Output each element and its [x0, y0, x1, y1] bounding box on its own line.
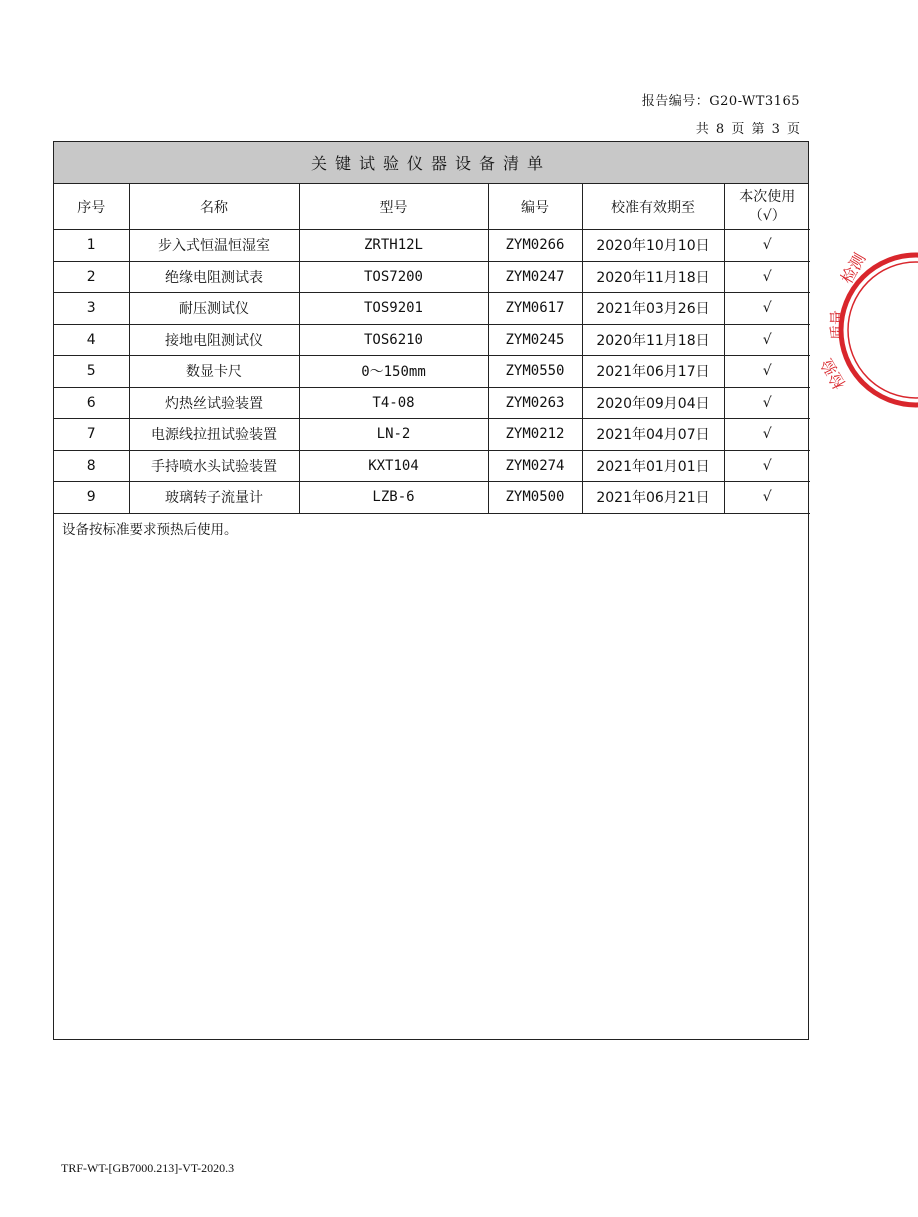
cell-used: √	[724, 230, 810, 262]
cell-used: √	[724, 450, 810, 482]
cell-no: 9	[54, 482, 129, 514]
header-code: 编号	[488, 184, 582, 230]
svg-text:检测: 检测	[837, 249, 870, 287]
cell-name: 玻璃转子流量计	[129, 482, 299, 514]
cell-name: 步入式恒温恒湿室	[129, 230, 299, 262]
svg-text:质量: 质量	[828, 309, 846, 340]
header-used	[724, 184, 810, 230]
table-row	[54, 450, 810, 482]
cell-valid-until: 2021年01月01日	[582, 450, 724, 482]
page-number: 共 8 页 第 3 页	[695, 122, 800, 137]
table-row	[54, 387, 810, 419]
cell-no: 8	[54, 450, 129, 482]
cell-name: 绝缘电阻测试表	[129, 261, 299, 293]
cell-code: ZYM0266	[488, 230, 582, 262]
cell-code: ZYM0245	[488, 324, 582, 356]
cell-no: 4	[54, 324, 129, 356]
equipment-list-frame	[53, 141, 809, 1040]
equipment-table	[54, 184, 810, 514]
cell-no: 1	[54, 230, 129, 262]
cell-no: 7	[54, 419, 129, 451]
cell-used: √	[724, 261, 810, 293]
table-note: 设备按标准要求预热后使用。	[62, 521, 238, 538]
cell-valid-until: 2020年11月18日	[582, 261, 724, 293]
cell-valid-until: 2020年10月10日	[582, 230, 724, 262]
cell-no: 5	[54, 356, 129, 388]
cell-valid-until: 2020年11月18日	[582, 324, 724, 356]
cell-name: 灼热丝试验装置	[129, 387, 299, 419]
cell-used: √	[724, 293, 810, 325]
cell-model: T4-08	[299, 387, 488, 419]
report-number: 报告编号：G20-WT3165	[641, 94, 800, 109]
table-header-row	[54, 184, 810, 230]
cell-valid-until: 2021年06月17日	[582, 356, 724, 388]
header-valid-until: 校准有效期至	[582, 184, 724, 230]
cell-model: ZRTH12L	[299, 230, 488, 262]
table-row	[54, 419, 810, 451]
cell-no: 2	[54, 261, 129, 293]
header-no: 序号	[54, 184, 129, 230]
cell-no: 3	[54, 293, 129, 325]
cell-model: TOS9201	[299, 293, 488, 325]
cell-model: LN-2	[299, 419, 488, 451]
form-code: TRF-WT-[GB7000.213]-VT-2020.3	[61, 1161, 235, 1175]
cell-model: 0～150mm	[299, 356, 488, 388]
cell-code: ZYM0247	[488, 261, 582, 293]
cell-no: 6	[54, 387, 129, 419]
table-row	[54, 324, 810, 356]
table-row	[54, 293, 810, 325]
cell-used: √	[724, 324, 810, 356]
cell-model: LZB-6	[299, 482, 488, 514]
cell-code: ZYM0550	[488, 356, 582, 388]
cell-valid-until: 2021年04月07日	[582, 419, 724, 451]
cell-used: √	[724, 419, 810, 451]
table-row	[54, 261, 810, 293]
inspection-seal-stamp	[817, 245, 918, 415]
cell-valid-until: 2021年06月21日	[582, 482, 724, 514]
table-row	[54, 482, 810, 514]
cell-used: √	[724, 356, 810, 388]
cell-name: 接地电阻测试仪	[129, 324, 299, 356]
cell-model: TOS6210	[299, 324, 488, 356]
cell-valid-until: 2021年03月26日	[582, 293, 724, 325]
cell-model: TOS7200	[299, 261, 488, 293]
cell-code: ZYM0212	[488, 419, 582, 451]
header-used-mark: （√）	[748, 207, 786, 224]
cell-name: 手持喷水头试验装置	[129, 450, 299, 482]
table-row	[54, 230, 810, 262]
cell-used: √	[724, 482, 810, 514]
cell-name: 电源线拉扭试验装置	[129, 419, 299, 451]
cell-code: ZYM0274	[488, 450, 582, 482]
cell-code: ZYM0500	[488, 482, 582, 514]
cell-code: ZYM0263	[488, 387, 582, 419]
cell-valid-until: 2020年09月04日	[582, 387, 724, 419]
cell-name: 耐压测试仪	[129, 293, 299, 325]
header-model: 型号	[299, 184, 488, 230]
cell-used: √	[724, 387, 810, 419]
cell-name: 数显卡尺	[129, 356, 299, 388]
cell-model: KXT104	[299, 450, 488, 482]
header-used-label: 本次使用	[739, 188, 796, 205]
header-name: 名称	[129, 184, 299, 230]
svg-text:检验: 检验	[817, 355, 850, 393]
table-row	[54, 356, 810, 388]
cell-code: ZYM0617	[488, 293, 582, 325]
table-title: 关键试验仪器设备清单	[54, 142, 808, 184]
